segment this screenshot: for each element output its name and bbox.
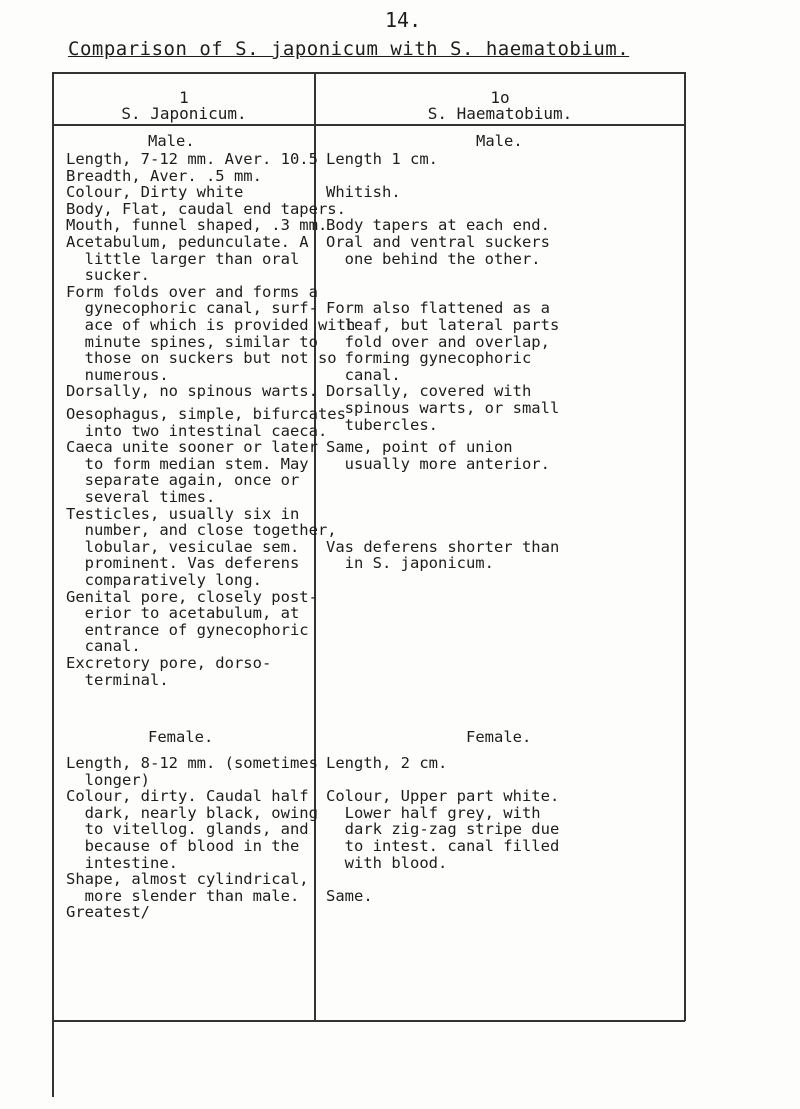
column-number: 1 xyxy=(179,88,189,107)
female-label-right: Female. xyxy=(466,728,532,746)
male-external-s-japonicum: Length, 7-12 mm. Aver. 10.5 Breadth, Aver. .5 mm. Colour, Dirty white Body, Flat, caudal end tapers. Mouth, funnel shaped, .3 mm. Acetabulum, pedunculate. A little larger than oral sucker. Form folds over and forms a gynecophoric canal, surf- ace of which is provided with minute spines, similar to those on suckers but not so numerous. Dorsally, no spinous warts. xyxy=(66,150,356,401)
male-label-left: Male. xyxy=(148,132,195,150)
right-border xyxy=(684,72,686,1021)
male-external-s-haematobium: Length 1 cm. Whitish. Body tapers at each end. Oral and ventral suckers one behind the other. Form also flattened as a leaf, but lateral parts fold over and overlap, forming gynecophoric canal. Dorsally, covered with spinous warts, or small tubercles. xyxy=(326,150,560,434)
column-header-left xyxy=(54,90,314,122)
column-title: S. Haematobium. xyxy=(427,104,573,123)
male-internal-s-japonicum: Oesophagus, simple, bifurcates into two intestinal caeca. Caeca unite sooner or later to form median stem. May separate again, once or several times. Testicles, usually six in number, and close together, lobular, vesiculae sem. prominent. Vas deferens comparatively long. Genital pore, closely post- erior to acetabulum, at entrance of gynecophoric canal. Excretory pore, dorso- terminal. xyxy=(66,405,346,689)
column-header-right xyxy=(316,90,684,122)
female-s-haematobium: Length, 2 cm. Colour, Upper part white. Lower half grey, with dark zig-zag stripe due to intest. canal filled with blood. Same. xyxy=(326,754,560,905)
female-label-left: Female. xyxy=(148,728,214,746)
left-border xyxy=(52,72,54,1097)
column-title: S. Japonicum. xyxy=(121,104,247,123)
header-bottom-rule xyxy=(52,124,685,126)
page-number: 14. xyxy=(385,8,422,32)
table-top-rule xyxy=(52,72,685,74)
male-label-right: Male. xyxy=(476,132,523,150)
female-s-japonicum: Length, 8-12 mm. (sometimes longer) Colour, dirty. Caudal half dark, nearly black, owing to vitellog. glands, and because of blood in the intestine. Shape, almost cylindrical, more slender than male. Greatest/ xyxy=(66,754,318,922)
page-heading: Comparison of S. japonicum with S. haematobium. xyxy=(68,38,630,60)
column-number: 1o xyxy=(490,88,510,107)
male-internal-s-haematobium: Same, point of union usually more anterior. Vas deferens shorter than in S. japonicum. xyxy=(326,438,560,573)
table-bottom-rule xyxy=(52,1020,685,1022)
